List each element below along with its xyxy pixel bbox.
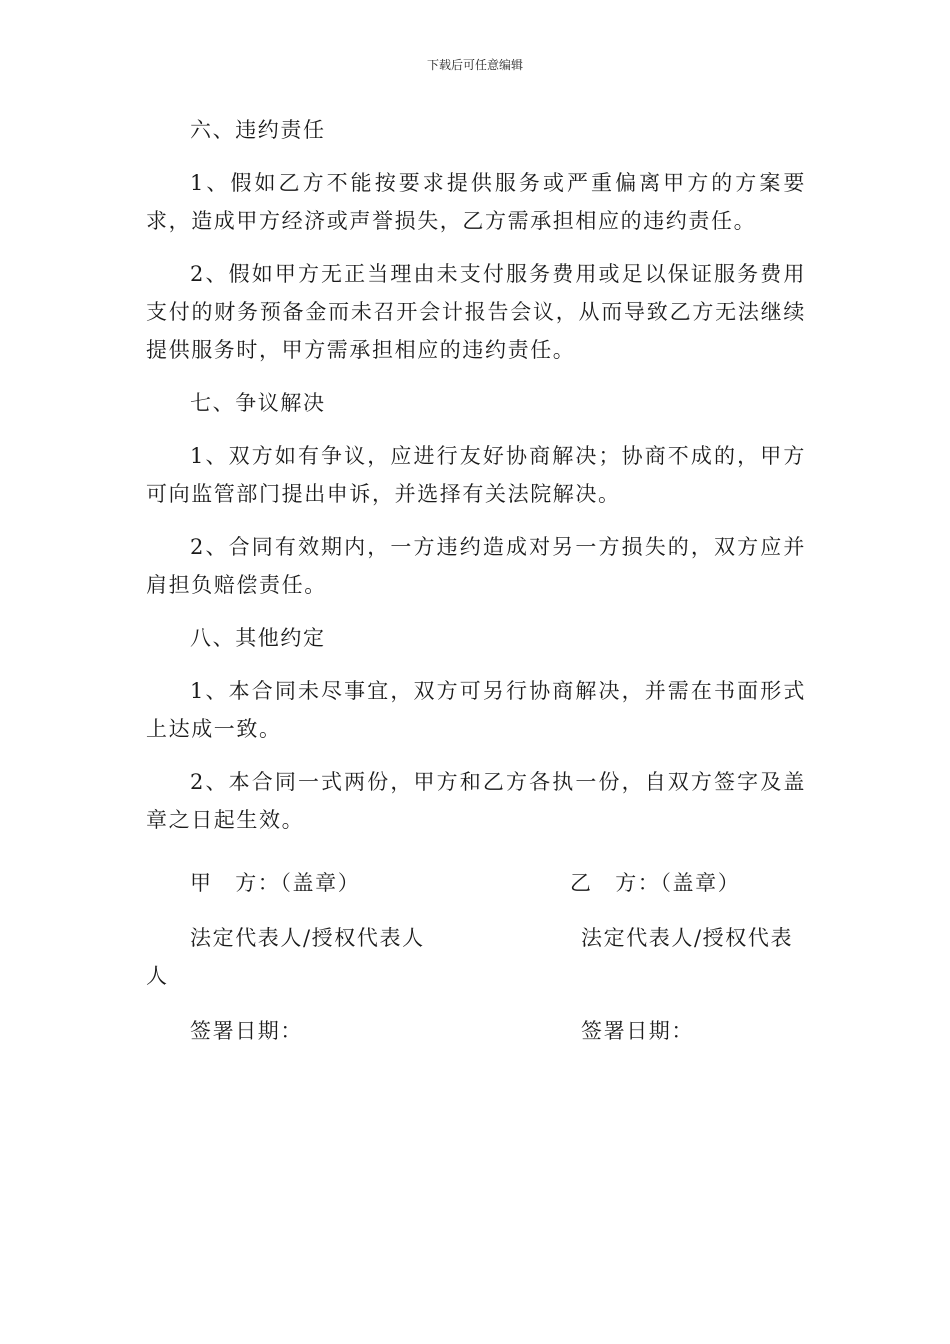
section-7-title: 七、争议解决: [190, 391, 326, 415]
section-8-clause-2: 2、本合同一式两份，甲方和乙方各执一份，自双方签字及盖章之日起生效。: [146, 770, 806, 832]
section-6-clause-1: 1、假如乙方不能按要求提供服务或严重偏离甲方的方案要求，造成甲方经济或声誉损失，乙方需承担相应的违约责任。: [146, 171, 806, 233]
section-8-clause-1: 1、本合同未尽事宜，双方可另行协商解决，并需在书面形式上达成一致。: [146, 679, 806, 741]
page-header: 下载后可任意编辑: [426, 58, 523, 72]
section-7-clause-2: 2、合同有效期内，一方违约造成对另一方损失的，双方应并肩担负赔偿责任。: [146, 535, 806, 597]
party-b-representative-label: 法定代表人/授权代表: [581, 926, 794, 950]
party-b-seal-label: 乙 方：（盖章）: [570, 871, 741, 895]
section-7-clause-1: 1、双方如有争议，应进行友好协商解决；协商不成的，甲方可向监管部门提出申诉，并选择有关法院解决。: [146, 444, 806, 506]
party-a-representative-label: 法定代表人/授权代表人: [190, 926, 425, 950]
section-6-clause-2: 2、假如甲方无正当理由未支付服务费用或足以保证服务费用支付的财务预备金而未召开会计报告会议，从而导致乙方无法继续提供服务时，甲方需承担相应的违约责任。: [146, 262, 806, 362]
section-6-title: 六、违约责任: [190, 118, 326, 142]
party-b-sign-date-label: 签署日期：: [581, 1019, 694, 1043]
party-a-sign-date-label: 签署日期：: [190, 1019, 303, 1043]
party-b-representative-label-wrap: 人: [146, 964, 167, 988]
document-body: [146, 111, 806, 854]
section-8-title: 八、其他约定: [190, 626, 326, 650]
party-a-seal-label: 甲 方：（盖章）: [190, 871, 361, 895]
